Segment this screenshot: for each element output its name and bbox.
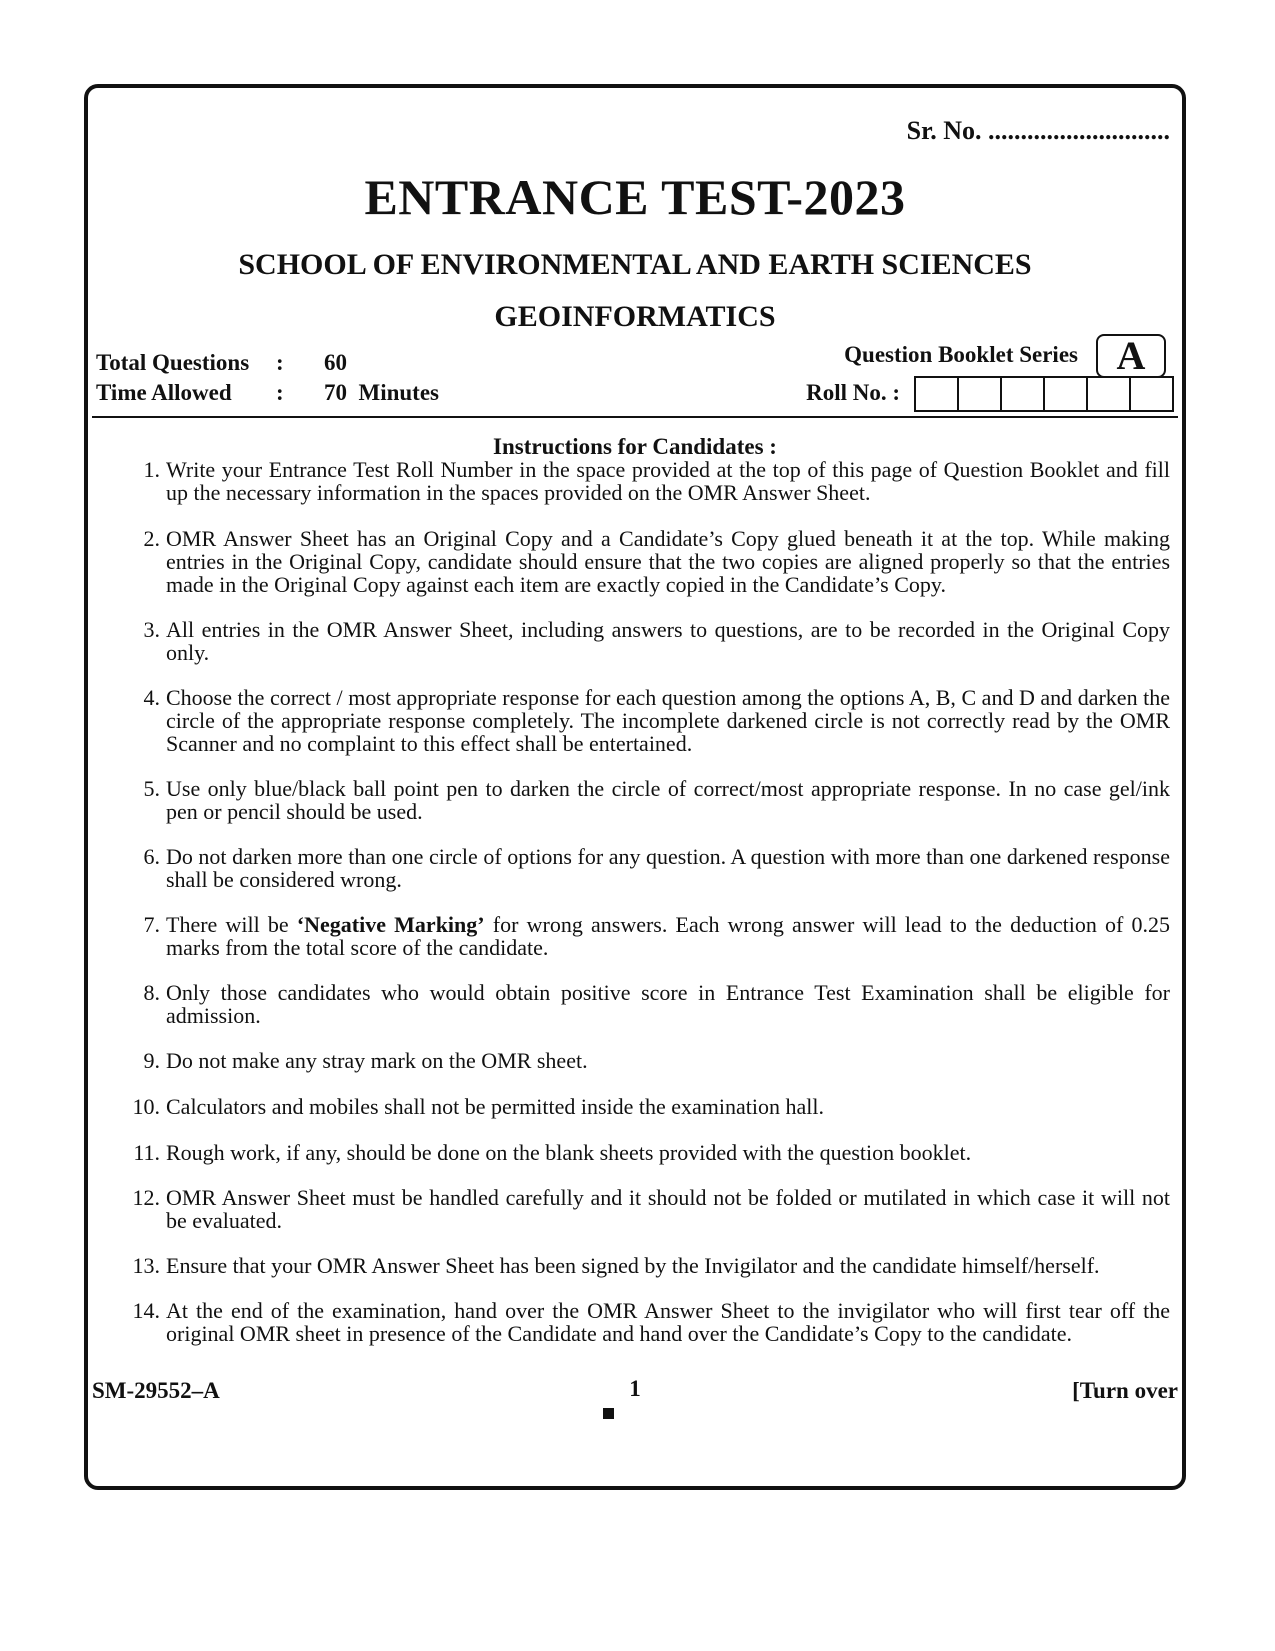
instruction-item: [122, 777, 1170, 823]
instruction-text-after: for wrong answers. Each wrong answer will lead to the deduction of 0.25 marks from the total score of the candidate.: [166, 912, 1170, 960]
page-title: ENTRANCE TEST-2023: [364, 169, 906, 225]
booklet-series-label: Question Booklet Series: [844, 342, 1078, 367]
instruction-item: [122, 981, 1170, 1027]
instruction-text: All entries in the OMR Answer Sheet, including answers to questions, are to be recorded in the Original Copy only.: [166, 617, 1170, 665]
total-questions-label: Total Questions: [96, 350, 250, 375]
roll-number-cell[interactable]: [1002, 378, 1045, 410]
instruction-text: Only those candidates who would obtain positive score in Entrance Test Examination shall be eligible for admission.: [166, 980, 1170, 1028]
instruction-text-before: There will be: [166, 912, 297, 937]
instruction-item: [122, 913, 1170, 959]
colon: :: [276, 380, 284, 405]
instructions-heading: Instructions for Candidates :: [493, 434, 777, 459]
serial-number: Sr. No. ............................: [906, 116, 1170, 145]
instruction-item: [122, 686, 1170, 755]
instruction-number: 7.: [143, 912, 160, 937]
instruction-text: Use only blue/black ball point pen to darken the circle of correct/most appropriate response. In no case gel/ink pen or pencil should be used.: [166, 776, 1170, 824]
instruction-item: [122, 618, 1170, 664]
booklet-code: SM-29552–A: [92, 1378, 220, 1403]
roll-number-cell[interactable]: [1088, 378, 1131, 410]
roll-number-label: Roll No. :: [806, 380, 900, 405]
instruction-number: 11.: [133, 1140, 160, 1165]
header-divider: [92, 416, 1178, 418]
time-allowed-row: [88, 380, 688, 410]
instruction-number: 2.: [143, 526, 160, 551]
instruction-item: [122, 1141, 1170, 1164]
instruction-item: [122, 527, 1170, 596]
instruction-item: [122, 1186, 1170, 1232]
total-questions-row: [88, 350, 688, 380]
booklet-series-badge: A: [1096, 334, 1166, 378]
time-allowed-value: 70 Minutes: [324, 380, 439, 405]
page-frame: [84, 84, 1186, 1490]
time-allowed-label: Time Allowed: [96, 380, 232, 405]
negative-marking-emphasis: ‘Negative Marking’: [296, 912, 485, 937]
total-questions-value: 60: [324, 350, 347, 375]
instruction-number: 14.: [132, 1298, 160, 1323]
instruction-item: [122, 1299, 1170, 1345]
instruction-item: [122, 845, 1170, 891]
instruction-text: At the end of the examination, hand over the OMR Answer Sheet to the invigilator who will first tear off the original OMR sheet in presence of the Candidate and hand over the Candidate’s Copy to the candidate.: [166, 1298, 1170, 1346]
instruction-number: 3.: [143, 617, 160, 642]
instruction-item: [122, 458, 1170, 504]
page-number: 1: [629, 1376, 641, 1401]
roll-number-cell[interactable]: [916, 378, 959, 410]
page-marker-square: [603, 1408, 614, 1419]
instruction-text: Choose the correct / most appropriate response for each question among the options A, B, C and D and darken the circle of the appropriate response completely. The incomplete darkened circle is not correctly read by the OMR Scanner and no complaint to this effect shall be entertained.: [166, 685, 1170, 756]
instruction-number: 10.: [132, 1094, 160, 1119]
colon: :: [276, 350, 284, 375]
instruction-item: [122, 1095, 1170, 1118]
instruction-text: Calculators and mobiles shall not be permitted inside the examination hall.: [166, 1094, 825, 1119]
instruction-text: Do not darken more than one circle of options for any question. A question with more than one darkened response shall be considered wrong.: [166, 844, 1170, 892]
school-name: SCHOOL OF ENVIRONMENTAL AND EARTH SCIENCES: [238, 248, 1032, 281]
instruction-text: OMR Answer Sheet has an Original Copy and a Candidate’s Copy glued beneath it at the top. While making entries in the Original Copy, candidate should ensure that the two copies are aligned properly so that the entries made in the Original Copy against each item are exactly copied in the Candidate’s Copy.: [166, 526, 1170, 597]
instruction-number: 1.: [143, 457, 160, 482]
instruction-item: [122, 1049, 1170, 1072]
instructions-list: [122, 458, 1170, 1345]
instruction-number: 13.: [132, 1253, 160, 1278]
instruction-item: [122, 1254, 1170, 1277]
roll-number-cell[interactable]: [1045, 378, 1088, 410]
instruction-text: OMR Answer Sheet must be handled carefully and it should not be folded or mutilated in which case it will not be evaluated.: [166, 1185, 1170, 1233]
roll-number-cell[interactable]: [1131, 378, 1172, 410]
instruction-text: Do not make any stray mark on the OMR sheet.: [166, 1048, 588, 1073]
instruction-text: Rough work, if any, should be done on the blank sheets provided with the question booklet.: [166, 1140, 972, 1165]
instruction-text: Ensure that your OMR Answer Sheet has been signed by the Invigilator and the candidate himself/herself.: [166, 1253, 1100, 1278]
roll-number-boxes[interactable]: [914, 376, 1174, 412]
instruction-number: 12.: [132, 1185, 160, 1210]
turn-over-note: [Turn over: [1072, 1378, 1178, 1403]
roll-number-cell[interactable]: [959, 378, 1002, 410]
subject-name: GEOINFORMATICS: [494, 300, 776, 333]
instruction-number: 8.: [143, 980, 160, 1005]
instruction-number: 4.: [143, 685, 160, 710]
instruction-number: 9.: [143, 1048, 160, 1073]
instruction-number: 5.: [143, 776, 160, 801]
instruction-number: 6.: [143, 844, 160, 869]
instruction-text: Write your Entrance Test Roll Number in the space provided at the top of this page of Question Booklet and fill up the necessary information in the spaces provided on the OMR Answer Sheet.: [166, 457, 1170, 505]
